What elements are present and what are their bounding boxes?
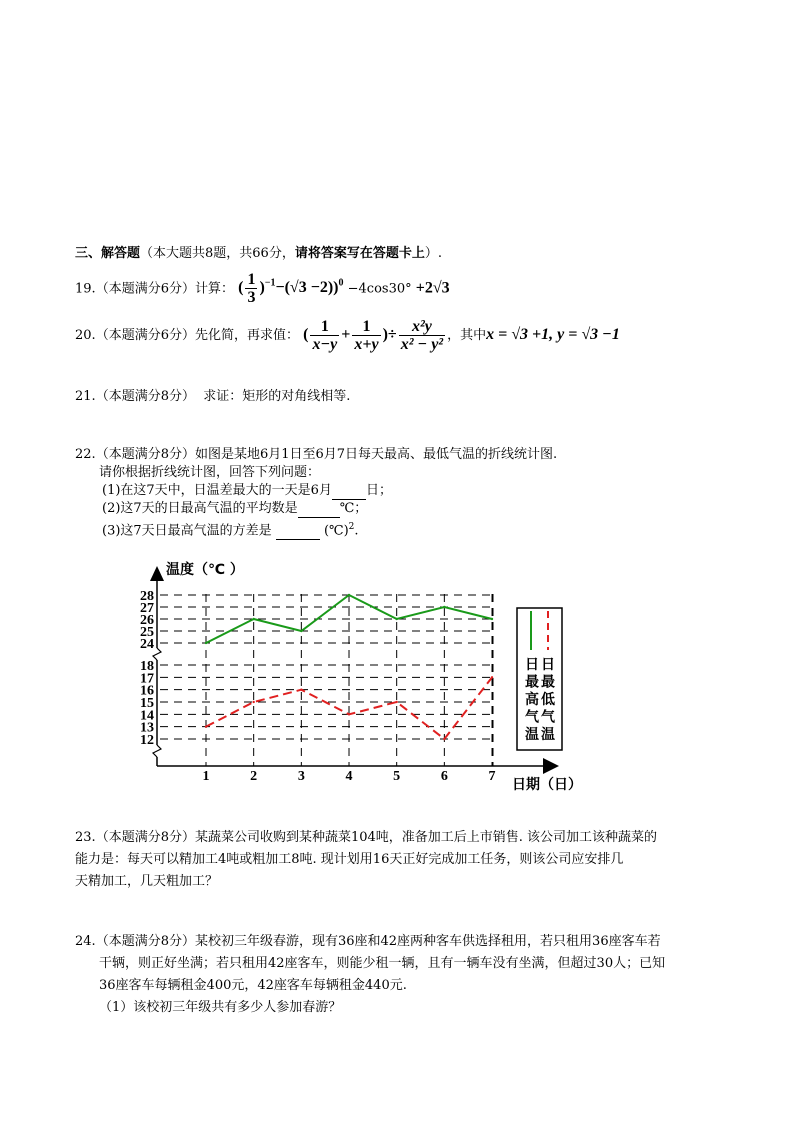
y-tick-label: 18 [140,659,154,675]
legend-label-char: 日 [525,657,539,673]
low-temp-point [443,738,445,740]
q24-line3: 36座客车每辆租金400元，42座客车每辆租金440元. [99,978,407,993]
y-tick-label: 17 [140,671,154,687]
q22-sub3-c: . [354,523,359,539]
low-temp-point [348,713,350,715]
y-axis-label: 温度（℃ ） [166,562,244,578]
legend-label-char: 最 [525,674,539,691]
y-tick-label: 15 [140,696,154,712]
section-info: （本大题共8题，共66分， [140,246,295,261]
legend-label-char: 日 [541,657,555,673]
q22-sub2-a: (2)这7天的日最高气温的平均数是 [102,501,298,516]
x-tick-label: 1 [202,769,210,784]
temperature-line-chart [140,558,600,798]
x-axis-label: 日期（日） [512,777,582,793]
q22-sub2 [102,500,367,518]
legend-label-char: 低 [541,692,555,708]
q19-exp0: 0 [338,278,344,289]
q24-line2: 干辆，则正好坐满；若只租用42座客车，则能少租一辆，且有一辆车没有坐满，但超过30人；已知 [99,956,666,971]
question-20 [75,314,620,356]
q22-sub2-b: ℃； [339,501,368,516]
q19-mid: −(√3 −2) [275,279,334,297]
high-temp-point [348,594,350,596]
legend-label-char: 气 [541,709,555,726]
question-23 [75,829,657,847]
low-temp-point [205,725,207,727]
y-tick-label: 26 [140,613,154,628]
x-axis-arrow [543,758,559,774]
q19-cos: −4cos30° [347,281,412,297]
q20-points: （本题满分6分） [95,328,195,343]
q22-text: 如图是某地6月1日至6月7日每天最高、最低气温的折线统计图. [194,447,558,462]
x-tick-label: 5 [393,769,401,784]
question-24 [75,933,661,951]
high-temp-point [443,606,445,608]
q21-points: （本题满分8分） [95,389,195,404]
high-temp-point [252,618,254,620]
q20-f2-num: 1 [352,318,380,336]
low-temp-point [300,688,302,690]
legend-label-char: 最 [541,674,555,691]
q24-number: 24. [75,934,96,949]
q20-given: x = √3 +1, y = √3 −1 [486,326,620,343]
q19-lead: 计算： [194,281,234,297]
q22-sub1 [102,482,392,500]
question-22 [75,446,557,464]
q19-end: +2√3 [415,279,450,297]
x-tick-label: 7 [488,769,496,784]
q22-number: 22. [75,447,96,462]
y-tick-label: 27 [140,601,154,616]
q24-points: （本题满分8分） [95,934,195,949]
legend-label-char: 温 [541,727,555,743]
q19-expression: ( $\frac{1}{3}$ )$^{-1}$−(√3 −2))$^0$ [238,271,344,307]
x-tick-label: 6 [440,769,448,784]
y-tick-label: 25 [140,625,154,640]
low-temp-point [491,676,493,678]
y-tick-label: 12 [140,733,154,748]
q22-sub1-blank[interactable] [332,485,366,500]
x-tick-label: 3 [297,769,305,784]
q22-prompt: 请你根据折线统计图，回答下列问题： [99,465,321,480]
x-tick-label: 4 [345,769,353,784]
y-axis-break [153,648,161,660]
q22-sub3 [102,518,359,540]
q20-f1-num: 1 [310,318,339,336]
q23-line3: 天精加工，几天粗加工？ [75,874,219,889]
q20-given-lead: ，其中 [447,328,487,343]
legend-label-char: 温 [525,727,539,743]
high-temp-point [491,618,493,620]
q19-frac-den: 3 [247,289,256,307]
q22-sub3-a: (3)这7天日最高气温的方差是 [102,523,272,539]
q20-number: 20. [75,328,96,343]
q22-sub1-b: 日； [365,483,392,498]
y-tick-label: 24 [140,637,154,652]
y-tick-label: 14 [140,708,154,724]
legend-label-char: 气 [525,709,539,726]
section-instruction: 请将答案写在答题卡上 [294,246,425,261]
q22-sub2-blank[interactable] [298,503,340,518]
q22-points: （本题满分8分） [95,447,195,462]
q22-sub3-b: (℃) [323,523,349,539]
q21-number: 21. [75,389,96,404]
q20-f3-den: x² − y² [400,335,444,353]
q21-text: 求证：矩形的对角线相等. [203,389,351,404]
q19-frac-num: 1 [247,271,256,289]
q20-f1-den: x−y [312,335,338,353]
section-end: ）. [424,246,442,261]
high-temp-point [300,630,302,632]
q20-f3-num: x²y [399,318,445,336]
q20-expression: ( $\frac{1}{x-y}$ + $\frac{1}{x+y}$ )÷ $\frac{\text{x²y}}{\text{x² − y²}}$ [303,317,444,353]
q23-number: 23. [75,830,96,845]
high-temp-point [205,642,207,644]
q23-line1: 某蔬菜公司收购到某种蔬菜104吨，准备加工后上市销售. 该公司加工该种蔬菜的 [194,830,658,845]
q23-line2: 能力是：每天可以精加工4吨或粗加工8吨. 现计划用16天正好完成加工任务，则该公司应安排几 [75,852,624,867]
y-tick-label: 16 [140,683,154,699]
q22-sub3-blank[interactable] [276,525,320,540]
y-axis-arrow [150,566,164,581]
section-header [75,245,442,263]
y-tick-label: 28 [140,589,154,604]
legend-label-char: 高 [525,692,539,708]
q19-points: （本题满分6分） [95,281,195,297]
legend-box [517,608,562,750]
x-tick-label: 2 [250,769,258,784]
high-temp-point [395,618,397,620]
low-temp-point [252,701,254,703]
q22-sub1-a: (1)在这7天中，日温差最大的一天是6月 [102,483,332,498]
q24-line1: 某校初三年级春游，现有36座和42座两种客车供选择租用，若只租用36座客车若 [194,934,661,949]
q20-f2-den: x+y [354,335,379,353]
q23-points: （本题满分8分） [95,830,195,845]
y-axis-break-lower [153,745,161,757]
y-tick-label: 13 [140,720,154,736]
question-21 [75,388,350,406]
q22-sub3-sup: 2 [348,522,355,532]
section-title: 三、解答题 [75,246,141,261]
q19-exp: −1 [264,278,276,289]
question-19 [75,266,450,307]
low-temp-point [395,701,397,703]
q19-number: 19. [75,281,96,297]
q24-sub1: （1）该校初三年级共有多少人参加春游？ [99,1000,342,1015]
q20-lead: 先化简，再求值： [194,328,299,343]
